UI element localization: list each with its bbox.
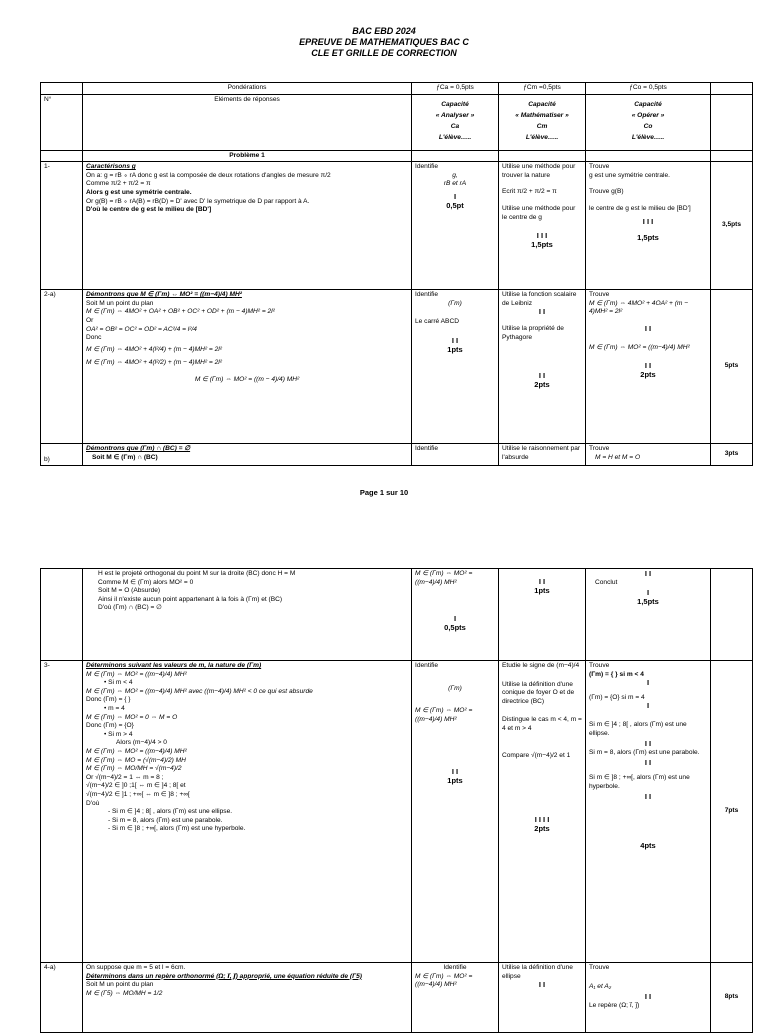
table-row-4a: [41, 963, 753, 1033]
row-answer: Démontrons que (Γm) ∩ (BC) = ∅ Soit M ∈ (Γm) ∩ (BC): [83, 444, 412, 466]
row-number: b): [41, 444, 83, 466]
col-elements-label: Eléments de réponses: [83, 94, 412, 150]
table-row-3: [41, 661, 753, 963]
table-row-2a: [41, 290, 753, 444]
row-number: 1-: [41, 162, 83, 290]
header-line-1: BAC EBD 2024: [352, 26, 416, 36]
section-title: Problème 1: [83, 150, 412, 162]
row-points: 7pts: [711, 661, 753, 963]
row-ca: Identifie (Γm) M ∈ (Γm) ⇔ MO² = ((m−4)/4) MH² I I 1pts: [412, 661, 499, 963]
header-line-3: CLE ET GRILLE DE CORRECTION: [311, 48, 457, 58]
row-ca: Identifie: [412, 444, 499, 466]
row-points: 8pts: [711, 963, 753, 1033]
capacity-cm: Capacité « Mathématiser » Cm L'élève…..: [499, 94, 586, 150]
row-number: 2-a): [41, 290, 83, 444]
document-header: [0, 0, 768, 59]
row-points: 3pts: [711, 444, 753, 466]
page-separator: [0, 506, 768, 560]
capacity-ca: Capacité « Analyser » Ca L'élève…..: [412, 94, 499, 150]
table-row-2b: [41, 444, 753, 466]
row-cm: Utilise le raisonnement par l'absurde: [499, 444, 586, 466]
row-co: Trouve g est une symétrie centrale. Trouve g(B) le centre de g est le milieu de [BD'] I I I 1,5pts: [586, 162, 711, 290]
correction-grid-table: [40, 82, 753, 466]
page-2: [0, 560, 768, 1024]
row-answer: Démontrons que M ∈ (Γm) ⇔ MO² = ((m−4)/4) MH² Soit M un point du plan M ∈ (Γm) ⇔ 4MO² + OA² + OB² + OC² + OD² + (m − 4)MH² = 2l² Or OA² = OB² = OC² = OD² = AC²/4 = l²/4 Donc M ∈ (Γm) ⇔ 4MO² + 4(l²/4) + (m − 4)MH² = 2l² M ∈ (Γm) ⇔ 4MO² + 4(l²/2) + (m − 4)MH² = 2l² M ∈ (Γm) ⇔ MO² = ((m − 4)/4) MH²: [83, 290, 412, 444]
row-co: Trouve M = H et M = O: [586, 444, 711, 466]
row-cm: I I 1pts: [499, 569, 586, 661]
page-1: [0, 0, 768, 506]
row-number: 4-a): [41, 963, 83, 1033]
row-points: 3,5pts: [711, 162, 753, 290]
table-row-1: [41, 162, 753, 290]
page-footer: Page 1 sur 10: [359, 488, 409, 497]
cm-points: ƒCm =0,5pts: [499, 83, 586, 95]
table-row-2b-continued: [41, 569, 753, 661]
ponderations-label: Pondérations: [83, 83, 412, 95]
col-number-label: N°: [41, 94, 83, 150]
row-ca: Identifie (Γm) Le carré ABCD I I 1pts: [412, 290, 499, 444]
correction-grid-table-continued: [40, 568, 753, 1033]
row-answer: Déterminons suivant les valeurs de m, la nature de (Γm) M ∈ (Γm) ⇔ MO² = ((m−4)/4) MH² • Si m < 4 M ∈ (Γm) ⇔ MO² = ((m−4)/4) MH² avec ((m−4)/4) MH² < 0 ce qui est absurde Donc (Γm) = { } • m = 4 M ∈ (Γm) ⇔ MO² = 0 ⇔ M = O Donc (Γm) = {O} • Si m > 4 Alors (m−4)/4 > 0 M ∈ (Γm) ⇔ MO² = ((m−4)/4) MH² M ∈ (Γm) ⇔ MO = (√(m−4)/2) MH M ∈ (Γm) ⇔ MO/MH = √(m−4)/2 Or √(m−4)/2 = 1 ⇔ m = 8 ; √(m−4)/2 ∈ ]0 ;1[ ⇔ m ∈ ]4 ; 8[ et √(m−4)/2 ∈ ]1 ; +∞[ ⇔ m ∈ ]8 ; +∞[ D'où - Si m ∈ ]4 ; 8[ , alors (Γm) est une ellipse. - Si m = 8, alors (Γm) est une parabole. - Si m ∈ ]8 ; +∞[, alors (Γm) est une hyperbole.: [83, 661, 412, 963]
row-answer: Caractérisons g On a: g = rΒ ∘ rΑ donc g est la composée de deux rotations d'angles de mesure π/2 Comme π/2 + π/2 = π Alors g est une symétrie centrale. Or g(B) = rΒ ∘ rΑ(B) = rΒ(D) = D' avec D' le symetrique de D par rapport à A. D'où le centre de g est le milieu de [BD']: [83, 162, 412, 290]
row-co: Trouve M ∈ (Γm) ⇔ 4MO² + 4OA² + (m − 4)MH² = 2l² I I M ∈ (Γm) ⇔ MO² = ((m−4)/4) MH² I I 2pts: [586, 290, 711, 444]
row-ca: Identifie M ∈ (Γm) ⇔ MO² = ((m−4)/4) MH²: [412, 963, 499, 1033]
row-cm: Utilise la fonction scalaire de Leibniz I I Utilise la propriété de Pythagore I I 2pts: [499, 290, 586, 444]
row-ca: M ∈ (Γm) ⇔ MO² = ((m−4)/4) MH² I 0,5pts: [412, 569, 499, 661]
header-line-2: EPREUVE DE MATHEMATIQUES BAC C: [299, 37, 469, 47]
header-row-ponderations: [41, 83, 753, 95]
row-cm: Etudie le signe de (m−4)/4 Utilise la définition d'une conique de foyer O et de directrice (BC) Distingue le cas m < 4, m = 4 et m > 4 Compare √(m−4)/2 et 1 I I I I 2pts: [499, 661, 586, 963]
header-row-capacities: [41, 94, 753, 150]
row-answer: H est le projeté orthogonal du point M sur la droite (BC) donc H = M Comme M ∈ (Γm) alors MO² = 0 Soit M = O (Absurde) Ainsi il n'existe aucun point appartenant à la fois à (Γm) et (BC) D'où (Γm) ∩ (BC) = ∅: [83, 569, 412, 661]
row-points: 5pts: [711, 290, 753, 444]
section-row-probleme-1: [41, 150, 753, 162]
capacity-co: Capacité « Opérer » Co L'élève…..: [586, 94, 711, 150]
co-points: ƒCo = 0,5pts: [586, 83, 711, 95]
row-answer: On suppose que m = 5 et l = 6cm. Déterminons dans un repère orthonormé (Ω; i⃗, j⃗) approprié, une équation réduite de (Γ5) Soit M un point du plan M ∈ (Γ5) ⇔ MO/MH = 1/2: [83, 963, 412, 1033]
row-ca: Identifie g, rΒ et rΑ I 0,5pt: [412, 162, 499, 290]
row-number: 3-: [41, 661, 83, 963]
ca-points: ƒCa = 0,5pts: [412, 83, 499, 95]
row-co: Trouve A₁ et A₂ I I Le repère (Ω; i⃗, j⃗): [586, 963, 711, 1033]
row-co: I I Conclut I 1,5pts: [586, 569, 711, 661]
row-cm: Utilise la définition d'une ellipse I I: [499, 963, 586, 1033]
row-cm: Utilise une méthode pour trouver la nature Ecrit π/2 + π/2 = π Utilise une méthode pour le centre de g I I I 1,5pts: [499, 162, 586, 290]
row-co: Trouve (Γm) = { } si m < 4 I (Γm) = {O} si m = 4 I Si m ∈ ]4 ; 8[ , alors (Γm) est une ellipse. I I Si m = 8, alors (Γm) est une parabole. I I Si m ∈ ]8 ; +∞[, alors (Γm) est une hyperbole. I I 4pts: [586, 661, 711, 963]
